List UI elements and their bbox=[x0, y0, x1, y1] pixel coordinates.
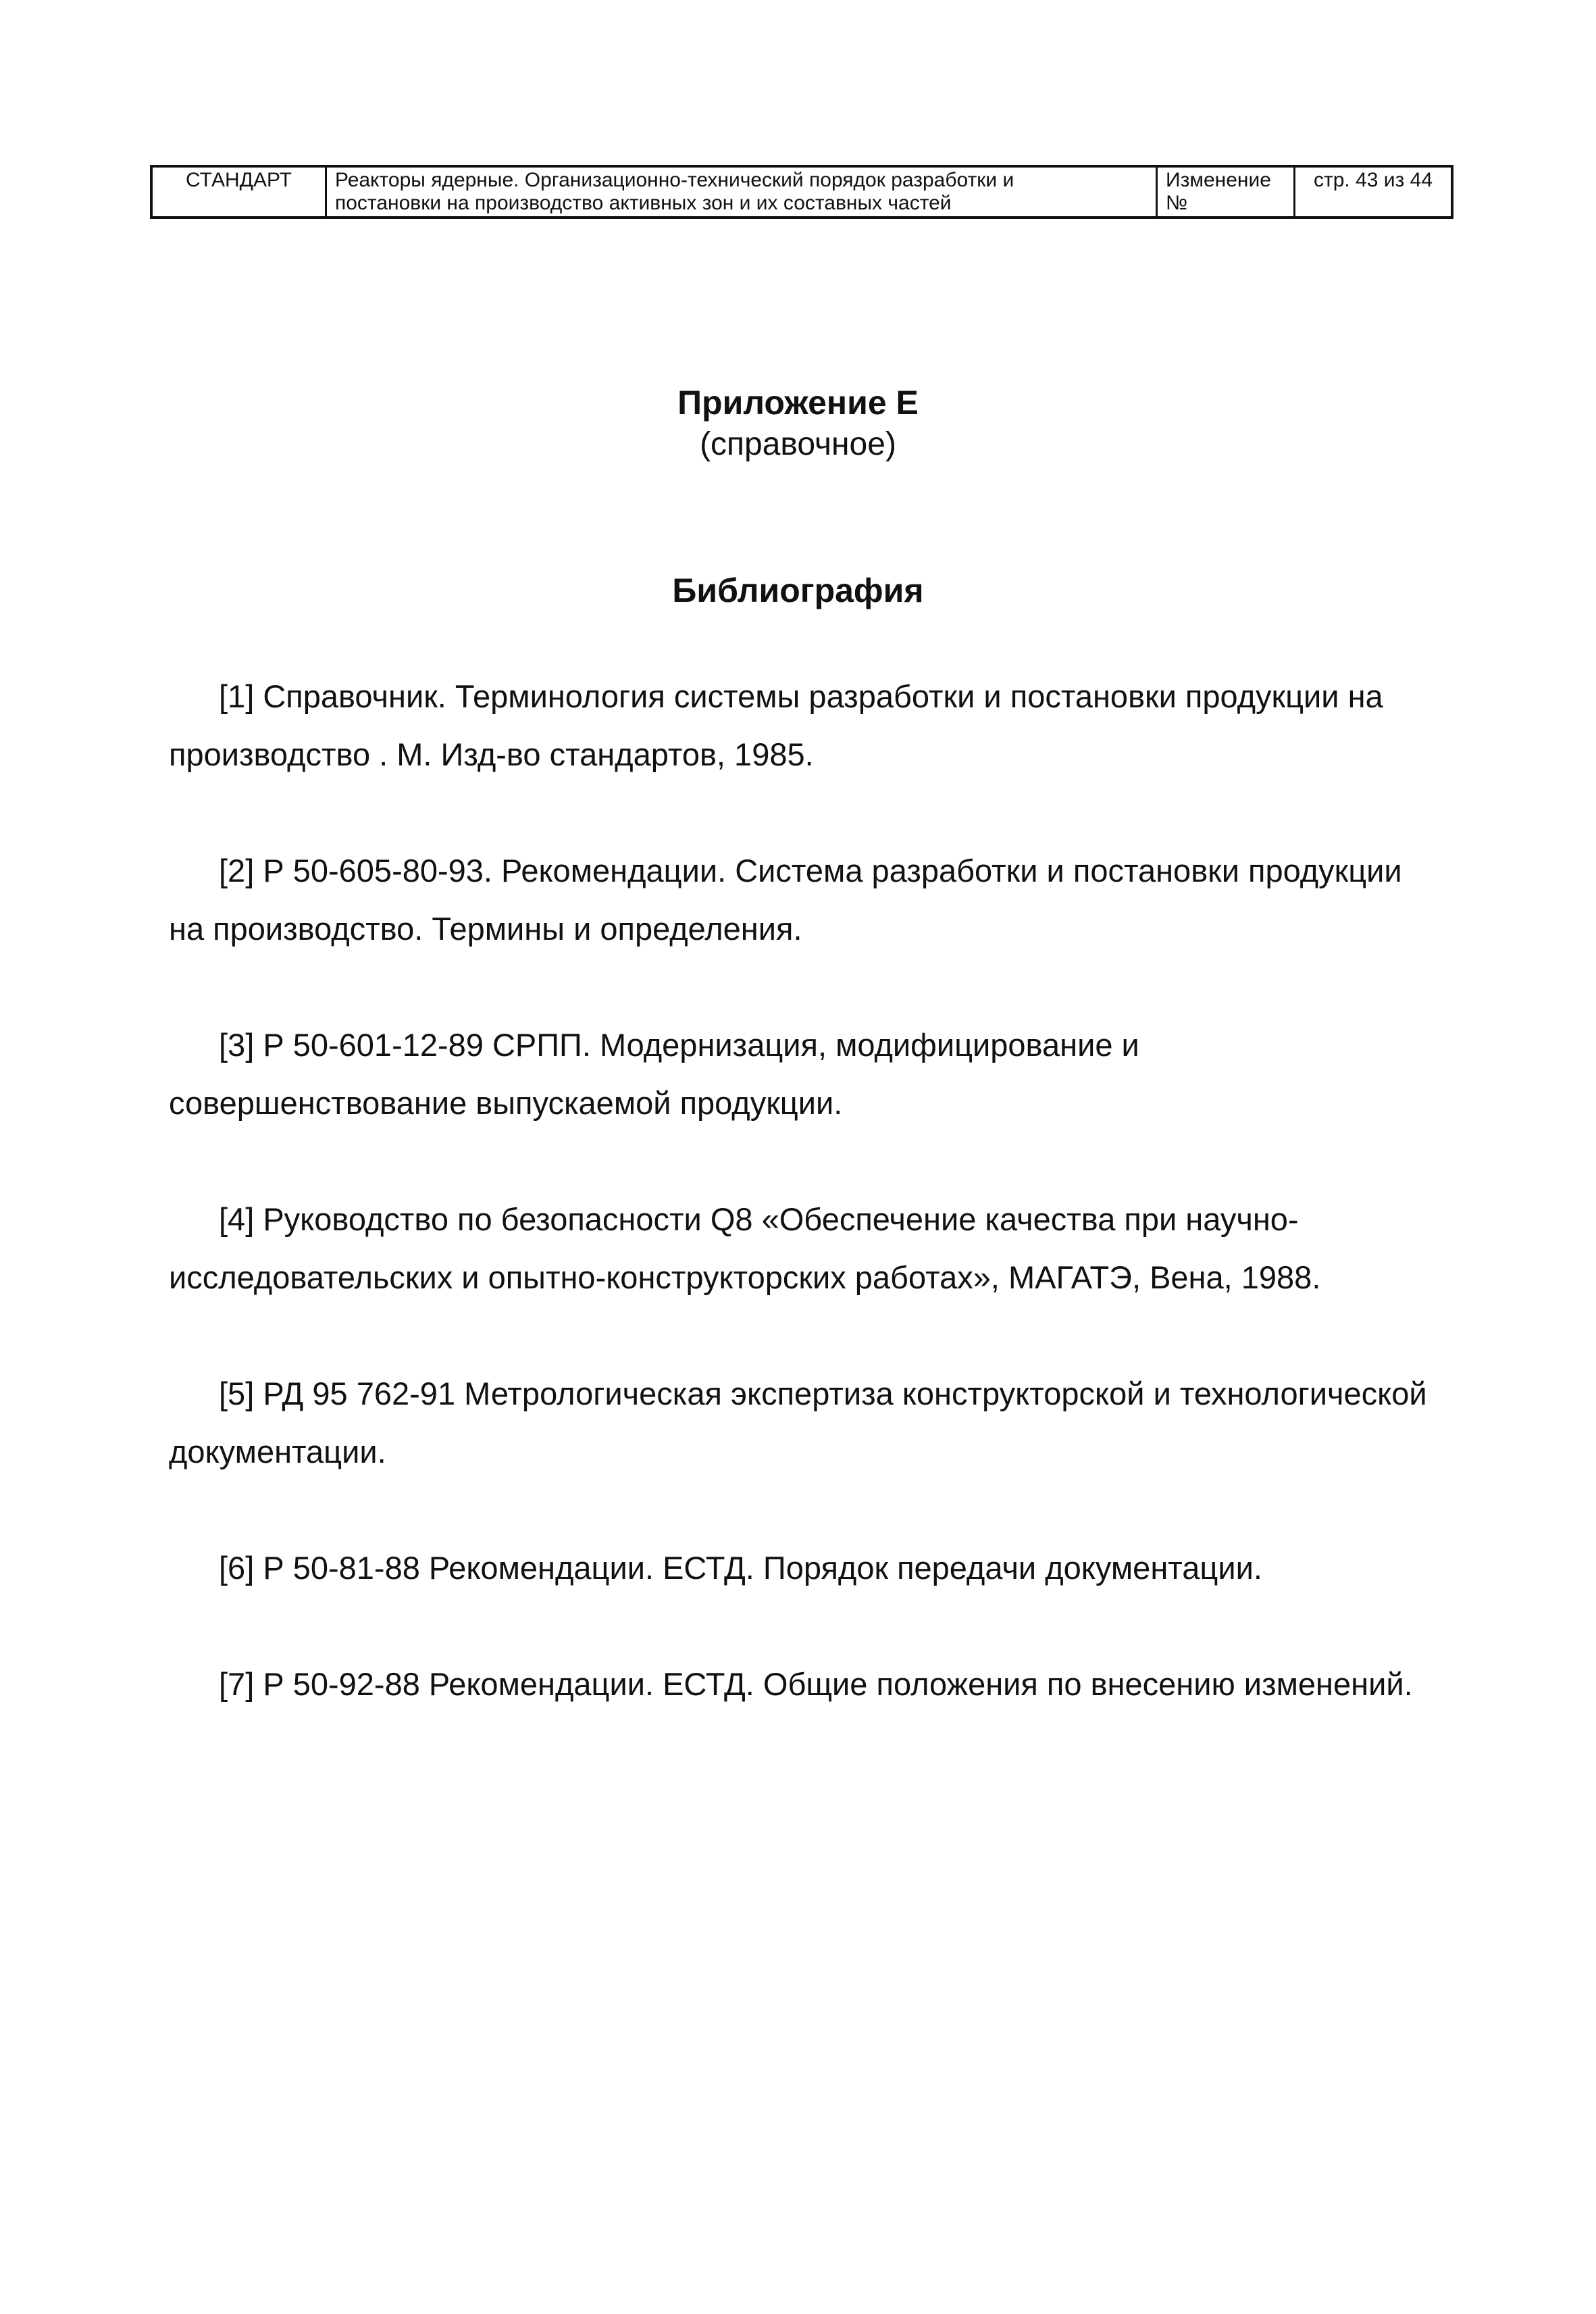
bibliography-item bbox=[169, 1016, 1439, 1132]
bibliography-item bbox=[169, 668, 1439, 784]
bibliography-item bbox=[169, 1190, 1439, 1307]
bibliography-item bbox=[169, 1539, 1439, 1597]
bibliography-item-line: [2] Р 50-605-80-93. Рекомендации. Система разработки и постановки продукции bbox=[219, 853, 1402, 888]
appendix-subtitle: (справочное) bbox=[700, 426, 896, 462]
bibliography-item-line: [7] Р 50-92-88 Рекомендации. ЕСТД. Общие положения по внесению изменений. bbox=[219, 1666, 1413, 1702]
bibliography-item-line: производство . М. Изд-во стандартов, 1985. bbox=[169, 736, 814, 772]
bibliography-item-line: [4] Руководство по безопасности Q8 «Обеспечение качества при научно- bbox=[219, 1201, 1299, 1237]
bibliography-item bbox=[169, 1365, 1439, 1481]
header-standard-code-text: СТАНДАРТ bbox=[186, 169, 292, 191]
bibliography-item-line: [6] Р 50-81-88 Рекомендации. ЕСТД. Порядок передачи документации. bbox=[219, 1550, 1262, 1586]
header-title-line: Реакторы ядерные. Организационно-технический порядок разработки и bbox=[335, 169, 1014, 191]
bibliography-item-line: совершенствование выпускаемой продукции. bbox=[169, 1085, 843, 1121]
header-change-number bbox=[1158, 168, 1295, 216]
header-page-number bbox=[1295, 168, 1451, 216]
header-page-text: стр. 43 из 44 bbox=[1313, 169, 1433, 191]
header-change-label: Изменение bbox=[1166, 169, 1271, 191]
bibliography-item-line: [5] РД 95 762-91 Метрологическая экспертиза конструкторской и технологической bbox=[219, 1376, 1427, 1411]
bibliography-item-line: на производство. Термины и определения. bbox=[169, 911, 802, 947]
header-document-title bbox=[327, 168, 1158, 216]
bibliography-item bbox=[169, 1655, 1439, 1713]
bibliography-item-line: [1] Справочник. Терминология системы разработки и постановки продукции на bbox=[219, 678, 1383, 714]
header-standard-code bbox=[153, 168, 327, 216]
bibliography-list bbox=[169, 668, 1439, 1771]
bibliography-title: Библиография bbox=[672, 572, 924, 609]
bibliography-item-line: [3] Р 50-601-12-89 СРПП. Модернизация, модифицирование и bbox=[219, 1027, 1139, 1063]
bibliography-item-line: исследовательских и опытно-конструкторских работах», МАГАТЭ, Вена, 1988. bbox=[169, 1259, 1321, 1295]
document-header-table bbox=[150, 165, 1453, 219]
header-change-number-sign: № bbox=[1166, 192, 1188, 214]
bibliography-item bbox=[169, 842, 1439, 958]
header-title-line: постановки на производство активных зон и их составных частей bbox=[335, 192, 952, 214]
appendix-title: Приложение Е bbox=[677, 384, 919, 422]
bibliography-item-line: документации. bbox=[169, 1434, 386, 1469]
